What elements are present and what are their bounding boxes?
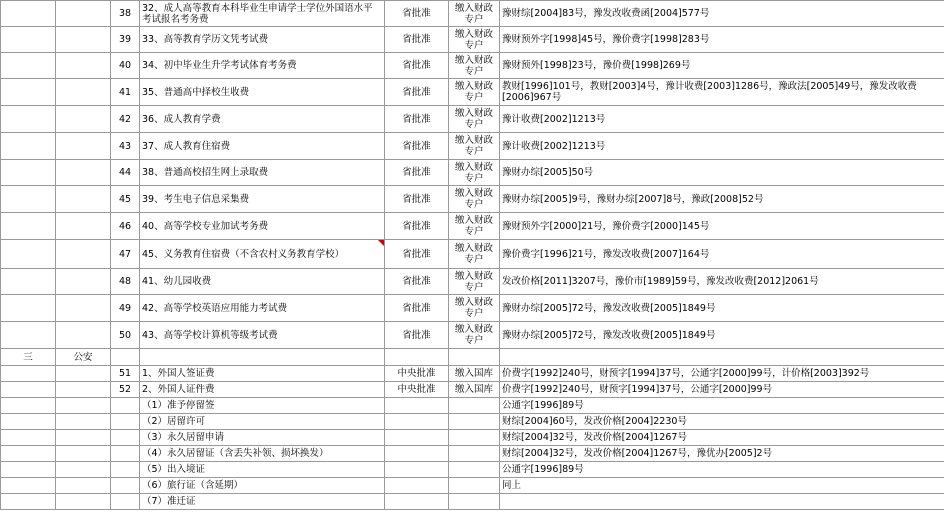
department-cell[interactable] bbox=[56, 462, 111, 478]
policy-basis-cell[interactable]: 同上 bbox=[500, 478, 944, 494]
department-cell[interactable] bbox=[56, 133, 111, 160]
table-row bbox=[1, 414, 944, 430]
fee-name-cell[interactable]: 34、初中毕业生升学考试体育考务费 bbox=[140, 53, 385, 79]
fee-name-cell[interactable]: 2、外国人证件费 bbox=[140, 382, 385, 398]
row-number-cell[interactable]: 51 bbox=[111, 366, 140, 382]
approval-authority-cell[interactable]: 省批准 bbox=[385, 106, 449, 133]
fund-destination-cell[interactable]: 缴入财政专户 bbox=[449, 53, 500, 79]
fund-destination-cell[interactable] bbox=[449, 446, 500, 462]
fee-name-cell[interactable] bbox=[140, 349, 385, 366]
approval-authority-cell[interactable]: 省批准 bbox=[385, 53, 449, 79]
policy-basis-cell[interactable]: 豫财综[2004]83号，豫发改收费函[2004]577号 bbox=[500, 1, 944, 27]
category-index-cell[interactable] bbox=[1, 213, 56, 240]
category-index-cell[interactable] bbox=[1, 366, 56, 382]
category-index-cell[interactable] bbox=[1, 27, 56, 53]
category-index-cell[interactable] bbox=[1, 446, 56, 462]
policy-basis-cell[interactable]: 豫计收费[2002]1213号 bbox=[500, 133, 944, 160]
approval-authority-cell[interactable] bbox=[385, 478, 449, 494]
row-number-cell[interactable] bbox=[111, 414, 140, 430]
table-row bbox=[1, 478, 944, 494]
department-cell[interactable]: 公安 bbox=[56, 349, 111, 366]
table-row bbox=[1, 53, 944, 79]
approval-authority-cell[interactable] bbox=[385, 398, 449, 414]
row-number-cell[interactable]: 47 bbox=[111, 240, 140, 269]
table-row bbox=[1, 462, 944, 478]
table-row bbox=[1, 213, 944, 240]
table-row bbox=[1, 106, 944, 133]
category-index-cell[interactable] bbox=[1, 462, 56, 478]
department-cell[interactable] bbox=[56, 414, 111, 430]
policy-basis-cell[interactable]: 豫财办综[2005]72号，豫发改收费[2005]1849号 bbox=[500, 322, 944, 349]
fund-destination-cell[interactable]: 缴入财政专户 bbox=[449, 186, 500, 213]
fee-name-cell[interactable]: 39、考生电子信息采集费 bbox=[140, 186, 385, 213]
table-row bbox=[1, 186, 944, 213]
table-row bbox=[1, 240, 944, 269]
department-cell[interactable] bbox=[56, 79, 111, 106]
category-index-cell[interactable] bbox=[1, 53, 56, 79]
category-index-cell[interactable] bbox=[1, 269, 56, 295]
row-number-cell[interactable] bbox=[111, 349, 140, 366]
approval-authority-cell[interactable]: 省批准 bbox=[385, 79, 449, 106]
fund-destination-cell[interactable] bbox=[449, 462, 500, 478]
policy-basis-cell[interactable]: 财综[2004]60号，发改价格[2004]2230号 bbox=[500, 414, 944, 430]
approval-authority-cell[interactable]: 省批准 bbox=[385, 27, 449, 53]
policy-basis-cell[interactable]: 财综[2004]32号，发改价格[2004]1267号，豫优办[2005]2号 bbox=[500, 446, 944, 462]
policy-basis-cell[interactable]: 教财[1996]101号，教财[2003]4号，豫计收费[2003]1286号，豫政法[2005]49号，豫发改收费[2006]967号 bbox=[500, 79, 944, 106]
fee-name-cell[interactable]: （6）旅行证（含延期） bbox=[140, 478, 385, 494]
fee-name-cell[interactable]: 42、高等学校英语应用能力考试费 bbox=[140, 295, 385, 322]
table-row bbox=[1, 133, 944, 160]
fee-name-cell[interactable]: 36、成人教育学费 bbox=[140, 106, 385, 133]
approval-authority-cell[interactable]: 省批准 bbox=[385, 1, 449, 27]
fund-destination-cell[interactable]: 缴入国库 bbox=[449, 382, 500, 398]
row-number-cell[interactable]: 45 bbox=[111, 186, 140, 213]
department-cell[interactable] bbox=[56, 478, 111, 494]
department-cell[interactable] bbox=[56, 240, 111, 269]
approval-authority-cell[interactable] bbox=[385, 430, 449, 446]
fund-destination-cell[interactable]: 缴入财政专户 bbox=[449, 160, 500, 186]
policy-basis-cell[interactable]: 豫计收费[2002]1213号 bbox=[500, 106, 944, 133]
department-cell[interactable] bbox=[56, 269, 111, 295]
policy-basis-cell[interactable]: 豫价费字[1996]21号，豫发改收费[2007]164号 bbox=[500, 240, 944, 269]
policy-basis-cell[interactable]: 发改价格[2011]3207号，豫价市[1989]59号，豫发改收费[2012]2061号 bbox=[500, 269, 944, 295]
fee-name-cell[interactable]: 37、成人教育住宿费 bbox=[140, 133, 385, 160]
fund-destination-cell[interactable]: 缴入财政专户 bbox=[449, 79, 500, 106]
approval-authority-cell[interactable]: 省批准 bbox=[385, 322, 449, 349]
fee-name-cell[interactable]: 40、高等学校专业加试考务费 bbox=[140, 213, 385, 240]
table-row bbox=[1, 366, 944, 382]
table-row bbox=[1, 446, 944, 462]
department-cell[interactable] bbox=[56, 494, 111, 510]
approval-authority-cell[interactable] bbox=[385, 494, 449, 510]
approval-authority-cell[interactable] bbox=[385, 414, 449, 430]
policy-basis-cell[interactable] bbox=[500, 494, 944, 510]
approval-authority-cell[interactable] bbox=[385, 349, 449, 366]
fund-destination-cell[interactable]: 缴入国库 bbox=[449, 366, 500, 382]
department-cell[interactable] bbox=[56, 27, 111, 53]
row-number-cell[interactable]: 49 bbox=[111, 295, 140, 322]
row-number-cell[interactable] bbox=[111, 430, 140, 446]
table-row bbox=[1, 160, 944, 186]
fund-destination-cell[interactable] bbox=[449, 349, 500, 366]
department-cell[interactable] bbox=[56, 186, 111, 213]
category-index-cell[interactable] bbox=[1, 494, 56, 510]
fund-destination-cell[interactable] bbox=[449, 494, 500, 510]
row-number-cell[interactable] bbox=[111, 446, 140, 462]
policy-basis-cell[interactable]: 豫财办综[2005]9号，豫财办综[2007]8号，豫政[2008]52号 bbox=[500, 186, 944, 213]
row-number-cell[interactable] bbox=[111, 494, 140, 510]
category-index-cell[interactable] bbox=[1, 133, 56, 160]
table-row bbox=[1, 349, 944, 366]
category-index-cell[interactable] bbox=[1, 478, 56, 494]
table-row bbox=[1, 398, 944, 414]
fund-destination-cell[interactable]: 缴入财政专户 bbox=[449, 322, 500, 349]
policy-basis-cell[interactable]: 豫财预外字[2000]21号，豫价费字[2000]145号 bbox=[500, 213, 944, 240]
category-index-cell[interactable] bbox=[1, 240, 56, 269]
policy-basis-cell[interactable]: 豫财预外字[1998]45号，豫价费字[1998]283号 bbox=[500, 27, 944, 53]
category-index-cell[interactable] bbox=[1, 79, 56, 106]
policy-basis-cell[interactable]: 公通字[1996]89号 bbox=[500, 398, 944, 414]
table-row bbox=[1, 1, 944, 27]
fund-destination-cell[interactable]: 缴入财政专户 bbox=[449, 106, 500, 133]
fund-destination-cell[interactable] bbox=[449, 478, 500, 494]
row-number-cell[interactable]: 42 bbox=[111, 106, 140, 133]
fee-name-cell[interactable]: （3）永久居留申请 bbox=[140, 430, 385, 446]
fund-destination-cell[interactable]: 缴入财政专户 bbox=[449, 295, 500, 322]
approval-authority-cell[interactable]: 省批准 bbox=[385, 186, 449, 213]
fee-name-cell[interactable]: 45、义务教育住宿费（不含农村义务教育学校） bbox=[140, 240, 385, 269]
fund-destination-cell[interactable] bbox=[449, 414, 500, 430]
table-row bbox=[1, 27, 944, 53]
approval-authority-cell[interactable]: 省批准 bbox=[385, 240, 449, 269]
row-number-cell[interactable]: 50 bbox=[111, 322, 140, 349]
fee-name-cell[interactable]: 43、高等学校计算机等级考试费 bbox=[140, 322, 385, 349]
department-cell[interactable] bbox=[56, 295, 111, 322]
policy-basis-cell[interactable]: 豫财办综[2005]72号，豫发改收费[2005]1849号 bbox=[500, 295, 944, 322]
fund-destination-cell[interactable]: 缴入财政专户 bbox=[449, 213, 500, 240]
table-row bbox=[1, 269, 944, 295]
fund-destination-cell[interactable]: 缴入财政专户 bbox=[449, 133, 500, 160]
fund-destination-cell[interactable] bbox=[449, 430, 500, 446]
department-cell[interactable] bbox=[56, 213, 111, 240]
table-row bbox=[1, 295, 944, 322]
row-number-cell[interactable]: 52 bbox=[111, 382, 140, 398]
row-number-cell[interactable]: 39 bbox=[111, 27, 140, 53]
row-number-cell[interactable] bbox=[111, 462, 140, 478]
table-row bbox=[1, 382, 944, 398]
fee-name-cell[interactable]: （5）出入境证 bbox=[140, 462, 385, 478]
row-number-cell[interactable] bbox=[111, 478, 140, 494]
fund-destination-cell[interactable] bbox=[449, 398, 500, 414]
category-index-cell[interactable] bbox=[1, 1, 56, 27]
department-cell[interactable] bbox=[56, 366, 111, 382]
policy-basis-cell[interactable]: 价费字[1992]240号，财预字[1994]37号，公通字[2000]99号 bbox=[500, 382, 944, 398]
row-number-cell[interactable]: 48 bbox=[111, 269, 140, 295]
category-index-cell[interactable] bbox=[1, 186, 56, 213]
approval-authority-cell[interactable]: 中央批准 bbox=[385, 382, 449, 398]
category-index-cell[interactable] bbox=[1, 160, 56, 186]
row-number-cell[interactable]: 40 bbox=[111, 53, 140, 79]
policy-basis-cell[interactable] bbox=[500, 349, 944, 366]
category-index-cell[interactable] bbox=[1, 414, 56, 430]
approval-authority-cell[interactable]: 省批准 bbox=[385, 295, 449, 322]
department-cell[interactable] bbox=[56, 322, 111, 349]
approval-authority-cell[interactable]: 中央批准 bbox=[385, 366, 449, 382]
department-cell[interactable] bbox=[56, 382, 111, 398]
row-number-cell[interactable]: 44 bbox=[111, 160, 140, 186]
fund-destination-cell[interactable]: 缴入财政专户 bbox=[449, 1, 500, 27]
fee-name-cell[interactable]: 41、幼儿园收费 bbox=[140, 269, 385, 295]
category-index-cell[interactable] bbox=[1, 322, 56, 349]
policy-basis-cell[interactable]: 豫财办综[2005]50号 bbox=[500, 160, 944, 186]
fee-name-cell[interactable]: 33、高等教育学历文凭考试费 bbox=[140, 27, 385, 53]
department-cell[interactable] bbox=[56, 446, 111, 462]
fee-name-cell[interactable]: 32、成人高等教育本科毕业生申请学士学位外国语水平考试报名考务费 bbox=[140, 1, 385, 27]
category-index-cell[interactable] bbox=[1, 295, 56, 322]
department-cell[interactable] bbox=[56, 160, 111, 186]
policy-basis-cell[interactable]: 价费字[1992]240号，财预字[1994]37号，公通字[2000]99号，计价格[2003]392号 bbox=[500, 366, 944, 382]
department-cell[interactable] bbox=[56, 398, 111, 414]
category-index-cell[interactable] bbox=[1, 398, 56, 414]
table-row bbox=[1, 430, 944, 446]
approval-authority-cell[interactable]: 省批准 bbox=[385, 160, 449, 186]
row-number-cell[interactable] bbox=[111, 398, 140, 414]
row-number-cell[interactable]: 46 bbox=[111, 213, 140, 240]
fee-name-cell[interactable]: （1）准予停留签 bbox=[140, 398, 385, 414]
row-number-cell[interactable]: 38 bbox=[111, 1, 140, 27]
approval-authority-cell[interactable]: 省批准 bbox=[385, 269, 449, 295]
fee-name-cell[interactable]: 38、普通高校招生网上录取费 bbox=[140, 160, 385, 186]
table-row bbox=[1, 79, 944, 106]
policy-basis-cell[interactable]: 公通字[1996]89号 bbox=[500, 462, 944, 478]
fee-name-cell[interactable]: （7）准迁证 bbox=[140, 494, 385, 510]
department-cell[interactable] bbox=[56, 1, 111, 27]
fee-name-cell[interactable]: （2）居留许可 bbox=[140, 414, 385, 430]
policy-basis-cell[interactable]: 财综[2004]32号，发改价格[2004]1267号 bbox=[500, 430, 944, 446]
approval-authority-cell[interactable] bbox=[385, 462, 449, 478]
table-row bbox=[1, 494, 944, 510]
category-index-cell[interactable] bbox=[1, 106, 56, 133]
category-index-cell[interactable] bbox=[1, 382, 56, 398]
approval-authority-cell[interactable]: 省批准 bbox=[385, 133, 449, 160]
department-cell[interactable] bbox=[56, 106, 111, 133]
fee-name-cell[interactable]: 35、普通高中择校生收费 bbox=[140, 79, 385, 106]
row-number-cell[interactable]: 43 bbox=[111, 133, 140, 160]
fund-destination-cell[interactable]: 缴入财政专户 bbox=[449, 269, 500, 295]
category-index-cell[interactable] bbox=[1, 430, 56, 446]
fund-destination-cell[interactable]: 缴入财政专户 bbox=[449, 240, 500, 269]
category-index-cell[interactable]: 三 bbox=[1, 349, 56, 366]
department-cell[interactable] bbox=[56, 53, 111, 79]
row-number-cell[interactable]: 41 bbox=[111, 79, 140, 106]
approval-authority-cell[interactable]: 省批准 bbox=[385, 213, 449, 240]
department-cell[interactable] bbox=[56, 430, 111, 446]
table-row bbox=[1, 322, 944, 349]
fund-destination-cell[interactable]: 缴入财政专户 bbox=[449, 27, 500, 53]
approval-authority-cell[interactable] bbox=[385, 446, 449, 462]
policy-basis-cell[interactable]: 豫财预外[1998]23号，豫价费[1998]269号 bbox=[500, 53, 944, 79]
fee-name-cell[interactable]: 1、外国人签证费 bbox=[140, 366, 385, 382]
fee-name-cell[interactable]: （4）永久居留证（含丢失补领、损坏换发） bbox=[140, 446, 385, 462]
